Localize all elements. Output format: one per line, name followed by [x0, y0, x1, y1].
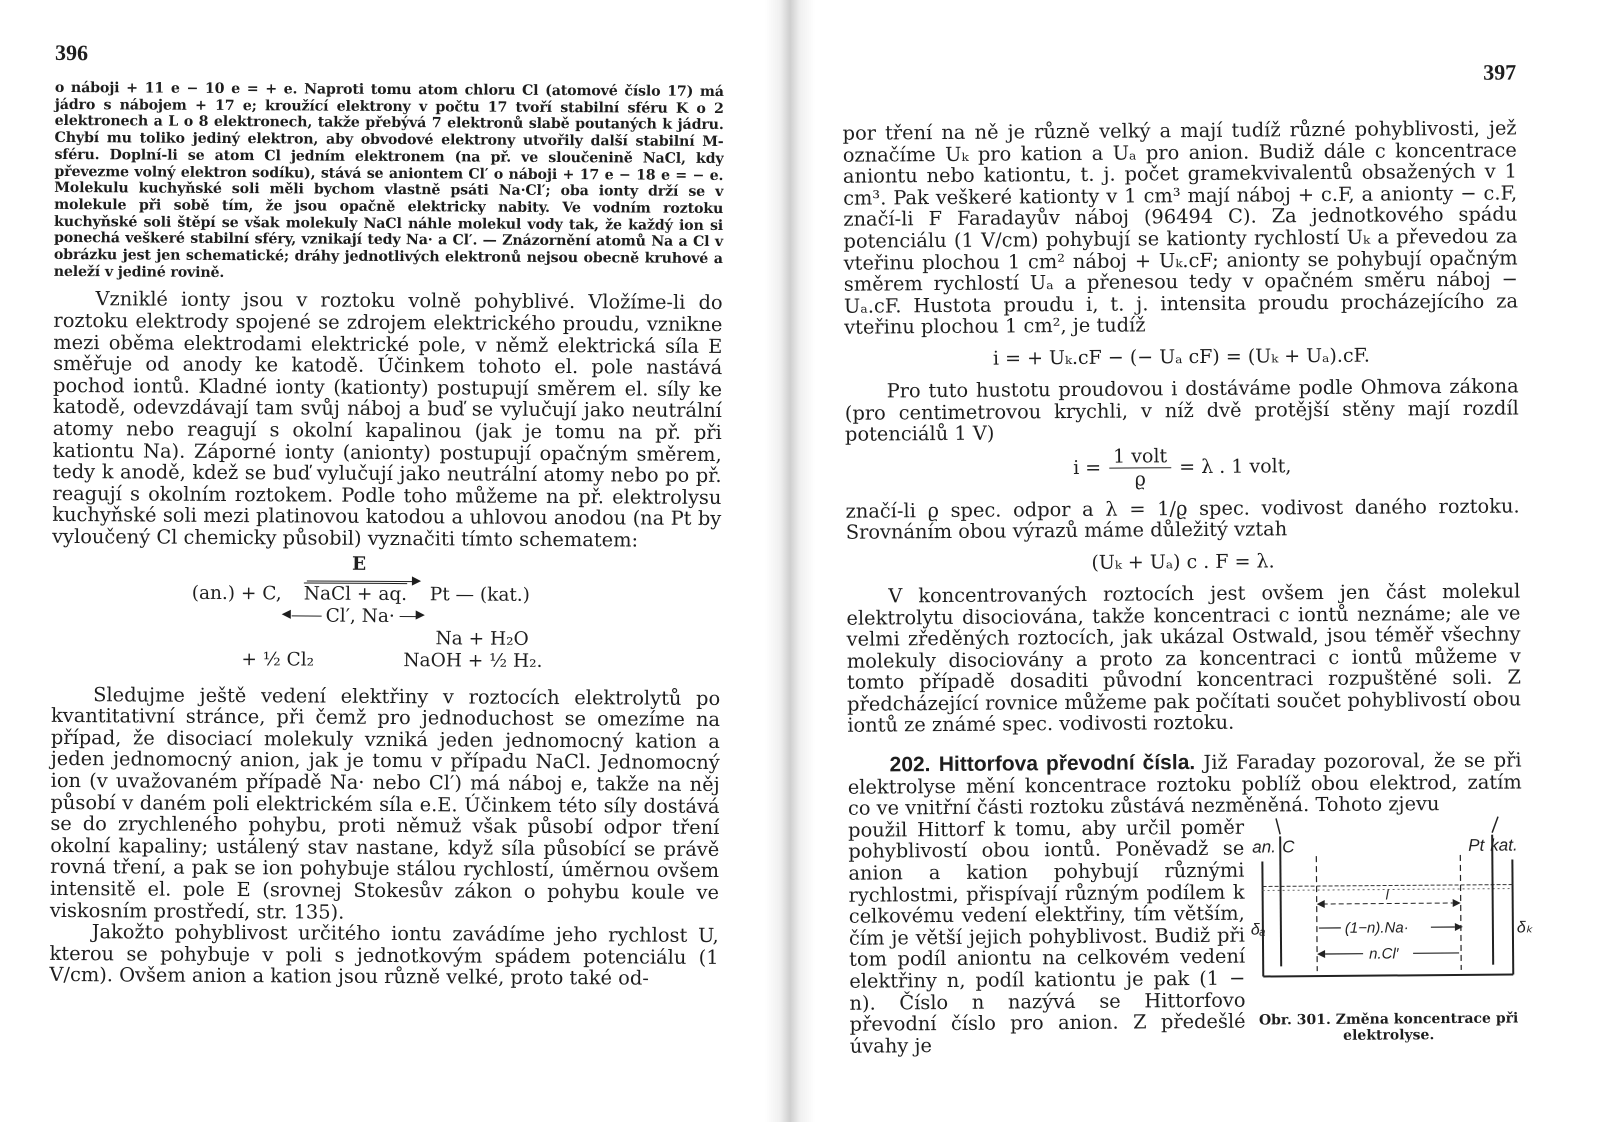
- figure-caption: Obr. 301. Změna koncentrace při elektrolyse.: [1254, 1010, 1524, 1044]
- scheme-anode: (an.) + C,: [192, 582, 282, 604]
- paragraph-friction: por tření na ně je různě velký a mají tudíž různé pohyblivosti, jež označíme Uₖ pro kation a Uₐ pro anion. Budiž dále c koncentrace aniontu nebo kationtu, t. j. počet gramekvivalentů obsažených v 1 cm³. Pak veškeré kationty v 1 cm³ mají náboj + c.F, a anionty − c.F, značí-li F Faradayův náboj (96494 C). Za jednotkového spádu potenciálu (1 V/cm) pohybují se kationty rychlostí Uₖ a převedou za vteřinu plochou 1 cm² náboj + Uₖ.cF; anionty se pohybují opačným směrem rychlostí Uₐ a přenesou tedy v opačném směru náboj − Uₐ.cF. Hustota proudu i, t. j. intensita proudu procházejícího za vteřinu plochou 1 cm², je tudíž: [843, 117, 1519, 338]
- partition-right: [1460, 855, 1461, 970]
- l-arrow-line: [1323, 903, 1453, 904]
- fig-label-delta-k: δₖ: [1517, 919, 1533, 936]
- section-202-intro: [848, 750, 1522, 820]
- formula-ohm: [845, 442, 1519, 492]
- ions-arrow-left: [292, 615, 322, 616]
- scheme-cathode-product-1: Na + H₂O: [435, 628, 528, 650]
- vessel-bottom: [1263, 974, 1513, 976]
- paragraph-conductivity: značí-li ϱ spec. odpor a λ = 1/ϱ spec. vodivost daného roztoku. Srovnáním obou výrazů máme důležitý vztah: [846, 495, 1520, 543]
- anode-electrode: [1280, 836, 1281, 966]
- page-number-right: 397: [842, 59, 1516, 90]
- paragraph-mobility: Jakožto pohyblivost určitého iontu zavádíme jeho rychlost U, kterou se pohybuje v poli s jednotkovým spádem potenciálu (1 V/cm). Ovšem anion a kation jsou různě velké, proto také od-: [49, 921, 718, 990]
- paragraph-quantitative: Sledujme ještě vedení elektřiny v roztocích elektrolytů po kvantitativní stránce, při čemž pro jednoduchost se omezíme na případ, že disociací molekuly vzniká jeden jednomocný kation a jeden jednomocný anion, jak je tomu v případu NaCl. Jednomocný ion (v uvažovaném případě Na· nebo Cl′) má náboj e, takže na něj působí v daném poli elektrickém síla e.E. Účinkem této síly dostává se do zrychleného pohybu, proti němuž však působí odpor tření okolní kapaliny; ustálený stav nastane, když síla působící se právě rovná tření, a pak se ion pohybuje stálou rychlostí, úměrnou ovšem intensitě el. pole E (srovnej Stokesův zákon o pohybu koule ve viskosním prostředí, str. 135).: [50, 683, 720, 925]
- scheme-ions: Cl′, Na·: [326, 605, 395, 626]
- paragraph-concentrated: V koncentrovaných roztocích jest ovšem jen část molekul elektrolytu disociována, takže koncentraci c iontů neznáme; ale ve velmi zředěných roztocích, jak ukázal Ostwald, jsou téměř všechny molekuly disociovány a proto za koncentraci c iontů můžeme v tomto případě dosaditi původní koncentraci rozpuštěné soli. Z předcházející rovnice můžeme pak počítati součet pohyblivostí obou iontů ze známé spec. vodivosti roztoku.: [846, 580, 1521, 736]
- fig-label-cl: n.Cl′: [1369, 945, 1400, 962]
- formula-ohm-right: = λ . 1 volt,: [1179, 455, 1291, 478]
- paragraph-ions-mobile: Vzniklé ionty jsou v roztoku volně pohyblivé. Vložíme-li do roztoku elektrody spojené se zdrojem elektrického proudu, vznikne mezi oběma elektrodami elektrické pole, v němž elektrická síla E směřuje od anody ke katodě. Účinkem tohoto el. pole nastává pochod iontů. Kladné ionty (kationty) postupují směrem el. síly ke katodě, odevzdávají tam svůj náboj a buď se vylučují jako neutrální atomy nebo reagují s okolní kapalinou (jak je tomu na př. při kationtu Na). Záporné ionty (anionty) postupují opačným směrem, tedy k anodě, kdež se buď vylučují jako neutrální atomy nebo po př. reagují s okolním roztokem. Podle toho můžeme na př. elektrolysu kuchyňské soli mezi platinovou katodou a uhlovou anodou (na Pt by vyloučený Cl chemicky působil) vyznačiti tímto schematem:: [52, 288, 723, 551]
- formula-ohm-left: i =: [1073, 457, 1101, 479]
- cathode-lead: [1492, 816, 1498, 832]
- anode-lead: [1276, 818, 1280, 834]
- electrolysis-diagram: [1252, 814, 1523, 1008]
- fig-label-delta-a: δₐ: [1251, 921, 1266, 938]
- page-number-left: 396: [55, 40, 724, 70]
- formula-ohm-numerator: 1 volt: [1109, 445, 1171, 468]
- vessel-right-wall: [1512, 859, 1513, 974]
- formula-ohm-fraction: [1109, 445, 1171, 490]
- field-symbol: E: [352, 553, 366, 574]
- formula-current-density: i = + Uₖ.cF − (− Uₐ cF) = (Uₖ + Uₐ).cF.: [844, 343, 1518, 370]
- fig-label-kat: kat.: [1490, 835, 1518, 854]
- scheme-cathode: Pt — (kat.): [430, 584, 530, 606]
- section-202-body: [848, 814, 1524, 1057]
- fig-label-c: C: [1282, 837, 1295, 856]
- formula-relation: (Uₖ + Uₐ) c . F = λ.: [846, 548, 1520, 575]
- section-intro-text: Již Faraday pozoroval, že se při elektrolyse mění koncentrace roztoku poblíž obou elektrod, zatím co ve vnitřní části roztoku zůstává nezměněná. Tohoto zjevu: [848, 749, 1522, 820]
- left-page: [0, 0, 788, 1124]
- fig-label-pt: Pt: [1468, 836, 1485, 855]
- na-arrow-head: [1455, 923, 1463, 931]
- ions-arrow-right-head: ▶: [416, 607, 425, 621]
- ions-arrow-left-head: ◀: [282, 606, 291, 620]
- small-print-paragraph: o náboji + 11 e − 10 e = + e. Naproti tomu atom chloru Cl (atomové číslo 17) má jádro s nábojem + 17 e; kroužící elektrony v počtu 17 tvoří stabilní sféru K o 2 elektronech a L o 8 elektronech, takže přebývá 7 elektronů slabě poutaných k jádru. Chybí mu toliko jediný elektron, aby obvodové elektrony utvořily další stabilní M-sféru. Doplní-li se atom Cl jedním elektronem (na př. ve sloučenině NaCl, kdy převezme volný elektron sodíku), stává se aniontem Cl′ o náboji + 17 e − 18 e = − e. Molekulu kuchyňské soli měli bychom vlastně psáti Na·Cl′; oba ionty drží se v molekule při sobě tím, že jsou opačně elektricky nabity. Ve vodním roztoku kuchyňské soli štěpí se však molekuly NaCl náhle molekul vody tak, že každý ion si ponechá veškeré stabilní sféry, vznikají tedy Na· a Cl′. — Znázornění atomů Na a Cl v obrázku jest jen schematické; dráhy jednotlivých elektronů nejsou obecně kruhové a neleží v jediné rovině.: [54, 80, 724, 285]
- field-arrow-head: ▶: [412, 573, 421, 587]
- vessel-left-wall: [1262, 861, 1263, 976]
- cl-arrow-head: [1317, 950, 1325, 958]
- formula-ohm-denominator: ϱ: [1135, 468, 1146, 490]
- fig-label-l: l: [1386, 886, 1390, 902]
- paragraph-ohm: Pro tuto hustotu proudovou i dostáváme podle Ohmova zákona (pro centimetrovou krychli, v níž dvě protější stěny mají rozdíl potenciálů 1 V): [845, 375, 1519, 445]
- fig-label-na: (1−n).Na·: [1345, 919, 1409, 937]
- section-wrap-text: použil Hittorf k tomu, aby určil poměr pohyblivostí obou iontů. Poněvadž se anion a kation pohybují různými rychlostmi, přispívají různým podílem k celkovému vedení elektřiny, tím větším, čím je větší jejich pohyblivost. Budiž při tom podíl aniontu na celkovém vedení elektřiny n, podíl kationtu je pak (1 − n). Číslo n nazývá se Hittorfovo převodní číslo pro anion. Z předešlé úvahy je: [848, 816, 1246, 1057]
- section-number: 202.: [890, 753, 931, 776]
- l-arrow-head-right: [1453, 899, 1461, 907]
- figure-301: [1252, 814, 1524, 1044]
- scheme-cathode-product-2: NaOH + ½ H₂.: [403, 650, 542, 672]
- right-page: [796, 0, 1598, 1125]
- fig-label-an: an.: [1252, 837, 1276, 856]
- scheme-salt: NaCl + aq.: [304, 583, 407, 605]
- l-arrow-head-left: [1317, 900, 1325, 908]
- electrolysis-scheme: [51, 551, 721, 665]
- scheme-anode-product: + ½ Cl₂: [241, 649, 314, 670]
- section-title: Hittorfova převodní čísla.: [939, 751, 1196, 776]
- field-arrow: [307, 580, 417, 582]
- partition-left: [1316, 856, 1317, 971]
